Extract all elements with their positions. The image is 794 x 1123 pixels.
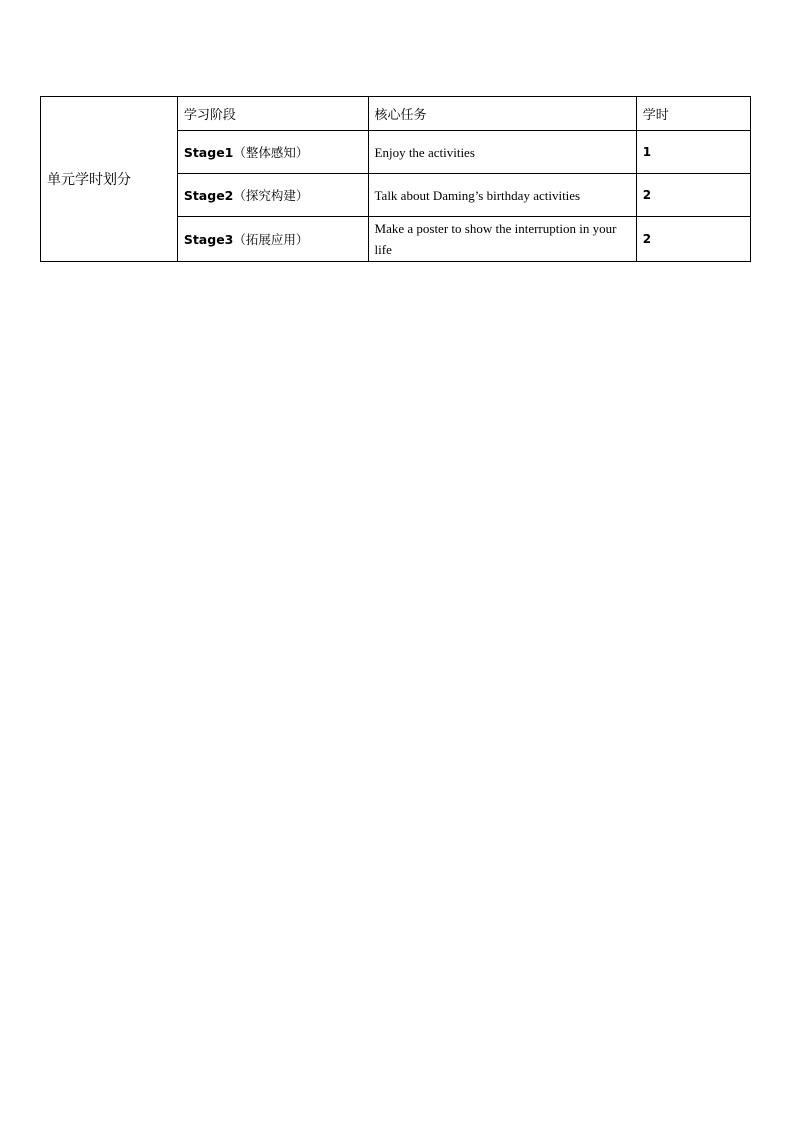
hours-cell: 1 [636,131,750,174]
table-header-row [41,97,751,131]
stage-cell [177,131,368,174]
unit-hours-label: 单元学时划分 [41,97,178,262]
task-cell: Talk about Daming’s birthday activities [368,174,636,217]
stage-cell [177,217,368,262]
header-task: 核心任务 [368,97,636,131]
stage-phase: （整体感知） [233,145,309,160]
stage-phase: （拓展应用） [233,232,309,247]
header-stage: 学习阶段 [177,97,368,131]
stage-cell [177,174,368,217]
unit-hours-table [40,96,751,262]
task-cell: Enjoy the activities [368,131,636,174]
hours-cell: 2 [636,217,750,262]
stage-code: Stage1 [183,145,234,160]
task-cell: Make a poster to show the interruption in your life [368,217,636,262]
stage-code: Stage2 [183,188,234,203]
stage-code: Stage3 [183,232,234,247]
header-hours: 学时 [636,97,750,131]
stage-phase: （探究构建） [233,188,309,203]
hours-cell: 2 [636,174,750,217]
